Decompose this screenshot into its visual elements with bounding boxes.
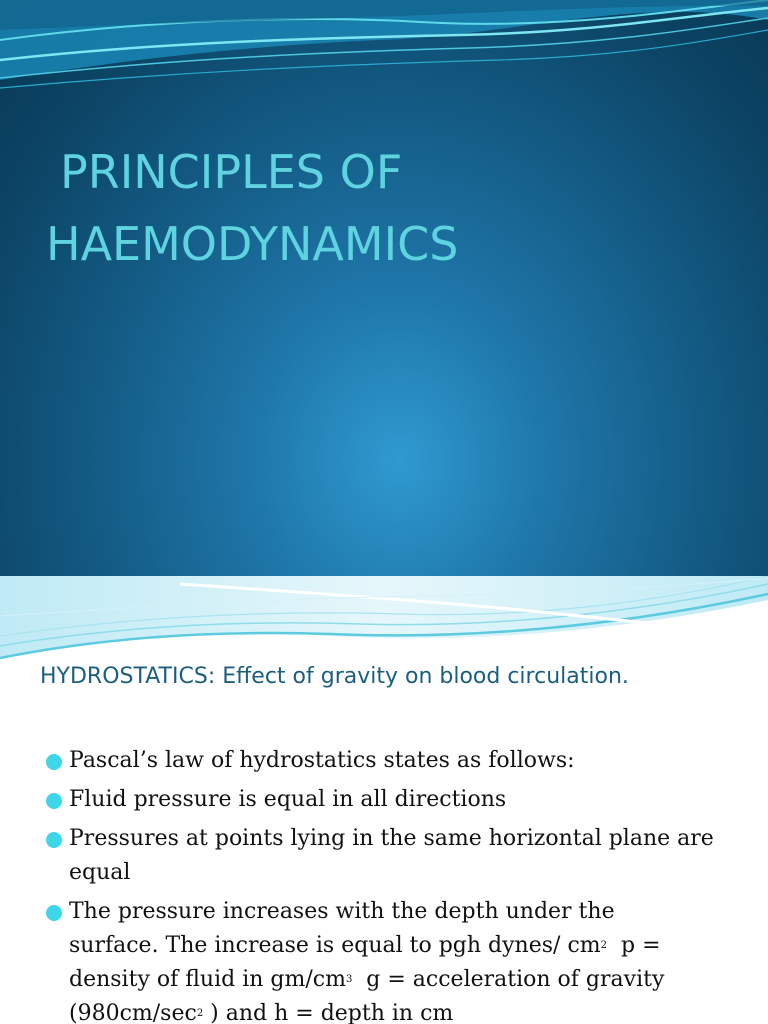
bullet-text-line [69, 963, 746, 997]
wave-decoration [0, 0, 768, 95]
bullet-dot-icon [46, 832, 62, 848]
list-item [46, 783, 746, 817]
wave-decoration [0, 576, 768, 666]
text-segment: p = [607, 933, 661, 958]
text-segment: (980cm/sec [69, 1001, 197, 1024]
list-item [46, 895, 746, 1024]
bullet-list [46, 744, 746, 1024]
superscript: 2 [196, 1008, 204, 1019]
bullet-dot-icon [46, 905, 62, 921]
slide-heading: HYDROSTATICS: Effect of gravity on blood circulation. [40, 664, 629, 689]
superscript: 3 [345, 974, 353, 985]
bullet-text: Pressures at points lying in the same horizontal plane are equal [69, 826, 714, 885]
bullet-dot-icon [46, 754, 62, 770]
bullet-text: Pascal’s law of hydrostatics states as follows: [69, 748, 575, 773]
superscript: 2 [600, 940, 607, 951]
text-segment: ) and h = depth in cm [203, 1001, 454, 1024]
text-segment: g = acceleration of gravity [352, 967, 665, 992]
bullet-dot-icon [46, 793, 62, 809]
bullet-text: Fluid pressure is equal in all directions [69, 787, 507, 812]
list-item [46, 744, 746, 778]
text-segment: surface. The increase is equal to pgh dynes/ cm [69, 933, 601, 958]
title-line: HAEMODYNAMICS [46, 217, 459, 271]
bullet-text: The pressure increases with the depth under the [69, 899, 615, 924]
list-item [46, 822, 746, 890]
title-line: PRINCIPLES OF [60, 145, 403, 199]
bullet-text-line [69, 929, 746, 963]
text-segment: density of fluid in gm/cm [69, 967, 346, 992]
bullet-text-line [69, 997, 746, 1024]
content-slide [0, 576, 768, 1024]
page-title [46, 136, 746, 280]
